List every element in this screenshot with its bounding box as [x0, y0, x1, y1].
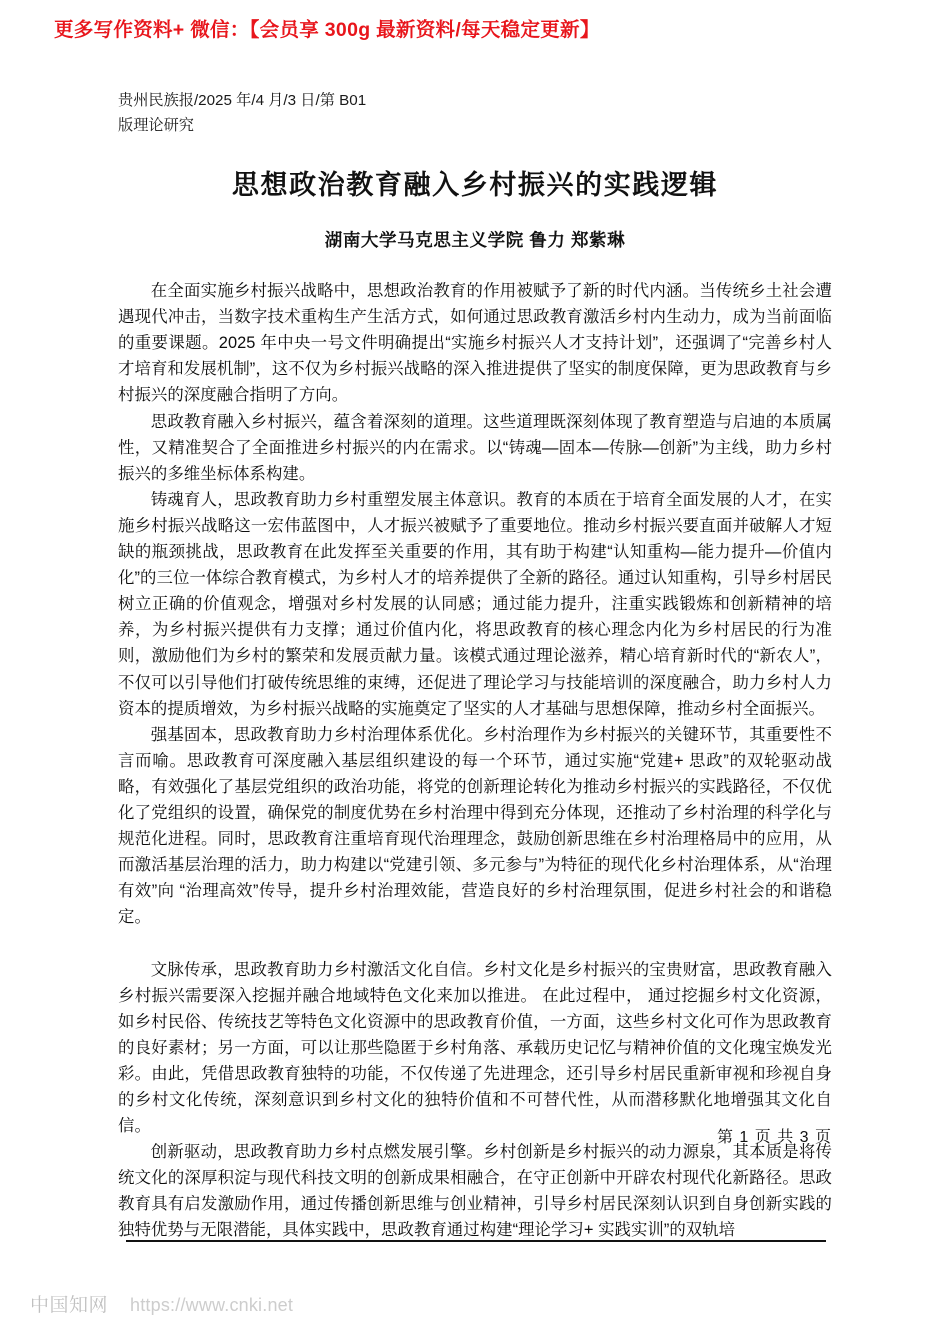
paragraph: 文脉传承，思政教育助力乡村激活文化自信。乡村文化是乡村振兴的宝贵财富，思政教育融入乡村振兴需要深入挖掘并融合地域特色文化来加以推进。 在此过程中， 通过挖掘乡村文化资源，如乡村民俗、传统技艺等特色文化资源中的思政教育价值，一方面，这些乡村文化可作为思政教育的良好素材；另一方面，可以让那些隐匿于乡村角落、承载历史记忆与精神价值的文化瑰宝焕发光彩。由此，凭借思政教育独特的功能，不仅传递了先进理念，还引导乡村居民重新审视和珍视自身的乡村文化传统，深刻意识到乡村文化的独特价值和不可替代性，从而潜移默化地增强其文化自信。 — [118, 960, 832, 1136]
author-byline: 湖南大学马克思主义学院 鲁力 郑紫琳 — [324, 230, 626, 251]
page-number: 第 1 页 共 3 页 — [716, 1129, 832, 1146]
paragraph: 铸魂育人，思政教育助力乡村重塑发展主体意识。教育的本质在于培育全面发展的人才，在实施乡村振兴战略这一宏伟蓝图中，人才振兴被赋予了重要地位。推动乡村振兴要直面并破解人才短缺的瓶颈挑战，思政教育在此发挥至关重要的作用，其有助于构建“认知重构—能力提升—价值内化”的三位一体综合教育模式，为乡村人才的培养提供了全新的路径。通过认知重构，引导乡村居民树立正确的价值观念，增强对乡村发展的认同感；通过能力提升，注重实践锻炼和创新精神的培养，为乡村振兴提供有力支撑；通过价值内化，将思政教育的核心理念内化为乡村居民的行为准则，激励他们为乡村的繁荣和发展贡献力量。该模式通过理论滋养，精心培育新时代的“新农人”，不仅可以引导他们打破传统思维的束缚，还促进了理论学习与技能培训的深度融合，助力乡村人力资本的提质增效，为乡村振兴战略的实施奠定了坚实的人才基础与思想保障，推动乡村全面振兴。 — [118, 490, 832, 718]
article-body — [118, 278, 832, 1243]
masthead — [118, 88, 832, 138]
masthead-line-1: 贵州民族报/2025 年/4 月/3 日/第 B01 — [118, 92, 367, 109]
cnki-watermark — [30, 1290, 293, 1317]
cnki-url: https://www.cnki.net — [130, 1295, 294, 1315]
promo-banner: 更多写作资料+ 微信：【会员享 300g 最新资料/每天稳定更新】 — [54, 19, 600, 41]
paragraph: 思政教育融入乡村振兴，蕴含着深刻的道理。这些道理既深刻体现了教育塑造与启迪的本质属性，又精准契合了全面推进乡村振兴的内在需求。以“铸魂—固本—传脉—创新”为主线，助力乡村振兴的多维坐标体系构建。 — [118, 412, 832, 483]
cnki-logo: 中国知网 — [30, 1295, 109, 1316]
page-title: 思想政治教育融入乡村振兴的实践逻辑 — [231, 170, 719, 200]
masthead-line-2: 版理论研究 — [118, 117, 194, 134]
paragraph: 在全面实施乡村振兴战略中，思想政治教育的作用被赋予了新的时代内涵。当传统乡土社会遭遇现代冲击，当数字技术重构生产生活方式，如何通过思政教育激活乡村内生动力，成为当前面临的重要课题。2025 年中央一号文件明确提出“实施乡村振兴人才支持计划”，还强调了“完善乡村人才培育和发展机制”，这不仅为乡村振兴战略的深入推进提供了坚实的制度保障，更为思政教育与乡村振兴的深度融合指明了方向。 — [118, 282, 832, 405]
paragraph: 强基固本，思政教育助力乡村治理体系优化。乡村治理作为乡村振兴的关键环节，其重要性不言而喻。思政教育可深度融入基层组织建设的每一个环节，通过实施“党建+ 思政”的双轮驱动战略，有效强化了基层党组织的政治功能，将党的创新理论转化为推动乡村振兴的实践路径，不仅优化了党组织的设置，确保党的制度优势在乡村治理中得到充分体现，还推动了乡村治理的科学化与规范化进程。同时，思政教育注重培育现代治理理念，鼓励创新思维在乡村治理格局中的应用，从而激活基层治理的活力，助力构建以“党建引领、多元参与”为特征的现代化乡村治理体系，从“治理有效”向 “治理高效”传导，提升乡村治理效能，营造良好的乡村治理氛围，促进乡村社会的和谐稳定。 — [118, 725, 832, 927]
document-content — [118, 88, 832, 1244]
paragraph: 创新驱动，思政教育助力乡村点燃发展引擎。乡村创新是乡村振兴的动力源泉，其本质是将传统文化的深厚积淀与现代科技文明的创新成果相融合，在守正创新中开辟农村现代化新路径。思政教育具有启发激励作用，通过传播创新思维与创业精神，引导乡村居民深刻认识到自身创新实践的独特优势与无限潜能，具体实践中，思政教育通过构建“理论学习+ 实践实训”的双轨培 — [118, 1143, 832, 1240]
footer-divider — [126, 1240, 826, 1242]
